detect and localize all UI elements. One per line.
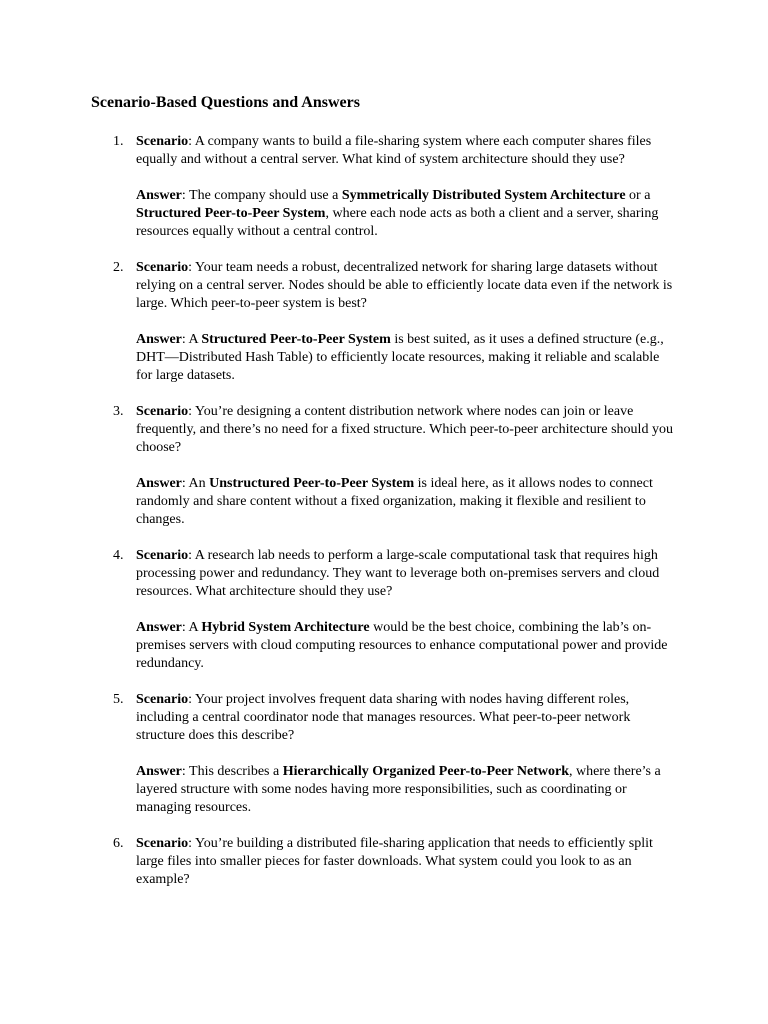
answer-label: Answer (136, 188, 182, 203)
answer-text: is best suited, as it uses a defined structure (e.g., DHT—Distributed Hash Table) to efficiently locate resources, making it reliable and scalable for large datasets. (136, 332, 664, 383)
answer-text: , where each node acts as both a client and a server, sharing resources equally without a central control. (136, 206, 659, 239)
answer-text: or a (625, 188, 651, 203)
qa-item (91, 547, 678, 673)
answer-label: Answer (136, 764, 182, 779)
answer-paragraph (136, 619, 678, 673)
answer-label: Answer (136, 332, 182, 347)
answer-text: : An (181, 476, 210, 491)
answer-emphasis: Structured Peer-to-Peer System (136, 206, 326, 221)
scenario-text: : A research lab needs to perform a large-scale computational task that requires high processing power and redundancy. They want to leverage both on-premises servers and cloud resources. What architecture should they use? (136, 548, 660, 599)
scenario-label: Scenario (136, 260, 189, 275)
qa-item (91, 691, 678, 817)
answer-text: , where there’s a layered structure with some nodes having more responsibilities, such as coordinating or managing resources. (136, 764, 661, 815)
scenario-paragraph (136, 547, 678, 601)
scenario-paragraph (136, 403, 678, 457)
answer-paragraph (136, 331, 678, 385)
scenario-label: Scenario (136, 692, 189, 707)
scenario-text: : Your team needs a robust, decentralized network for sharing large datasets without relying on a central server. Nodes should be able to efficiently locate data even if the network is large. Which peer-to-peer system is best? (136, 260, 673, 311)
item-number: 3. (113, 404, 124, 419)
scenario-text: : You’re building a distributed file-sharing application that needs to efficiently split large files into smaller pieces for faster downloads. What system could you look to as an example? (136, 836, 653, 887)
qa-item (91, 403, 678, 529)
scenario-paragraph (136, 133, 678, 169)
answer-emphasis: Symmetrically Distributed System Architecture (341, 188, 626, 203)
item-number: 4. (113, 548, 124, 563)
answer-label: Answer (136, 476, 182, 491)
answer-emphasis: Hybrid System Architecture (201, 620, 370, 635)
answer-paragraph (136, 475, 678, 529)
scenario-paragraph (136, 835, 678, 889)
scenario-label: Scenario (136, 404, 189, 419)
answer-emphasis: Hierarchically Organized Peer-to-Peer Network (282, 764, 569, 779)
answer-text: : A (181, 620, 202, 635)
item-number: 1. (113, 134, 124, 149)
item-number: 5. (113, 692, 124, 707)
scenario-text: : A company wants to build a file-sharing system where each computer shares files equally and without a central server. What kind of system architecture should they use? (136, 134, 652, 167)
qa-item (91, 259, 678, 385)
answer-label: Answer (136, 620, 182, 635)
scenario-label: Scenario (136, 548, 189, 563)
answer-paragraph (136, 763, 678, 817)
qa-item (91, 133, 678, 241)
document-title: Scenario-Based Questions and Answers (91, 94, 360, 111)
qa-list (91, 133, 678, 889)
answer-text: is ideal here, as it allows nodes to connect randomly and share content without a fixed organization, making it flexible and resilient to changes. (136, 476, 653, 527)
item-number: 2. (113, 260, 124, 275)
item-number: 6. (113, 836, 124, 851)
answer-text: would be the best choice, combining the lab’s on-premises servers with cloud computing resources to enhance computational power and provide redundancy. (136, 620, 668, 671)
scenario-label: Scenario (136, 836, 189, 851)
scenario-paragraph (136, 691, 678, 745)
scenario-paragraph (136, 259, 678, 313)
answer-text: : The company should use a (181, 188, 342, 203)
scenario-label: Scenario (136, 134, 189, 149)
answer-emphasis: Structured Peer-to-Peer System (201, 332, 391, 347)
scenario-text: : Your project involves frequent data sharing with nodes having different roles, including a central coordinator node that manages resources. What peer-to-peer network structure does this describe? (136, 692, 631, 743)
scenario-text: : You’re designing a content distribution network where nodes can join or leave frequently, and there’s no need for a fixed structure. Which peer-to-peer architecture should you choose? (136, 404, 673, 455)
answer-paragraph (136, 187, 678, 241)
qa-item (91, 835, 678, 889)
answer-text: : This describes a (181, 764, 283, 779)
answer-text: : A (181, 332, 202, 347)
answer-emphasis: Unstructured Peer-to-Peer System (209, 476, 415, 491)
